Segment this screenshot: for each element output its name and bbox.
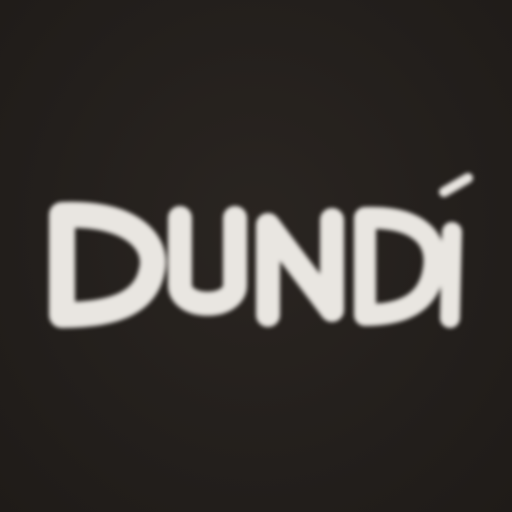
logo-letter-u [180,218,235,304]
logo [40,170,480,340]
logo-letter-n [268,220,332,315]
logo-letter-d-2 [365,218,435,315]
logo-wordmark [40,170,480,340]
logo-letter-d [62,215,153,315]
logo-letter-i [450,232,452,318]
logo-accent-mark [444,178,468,192]
